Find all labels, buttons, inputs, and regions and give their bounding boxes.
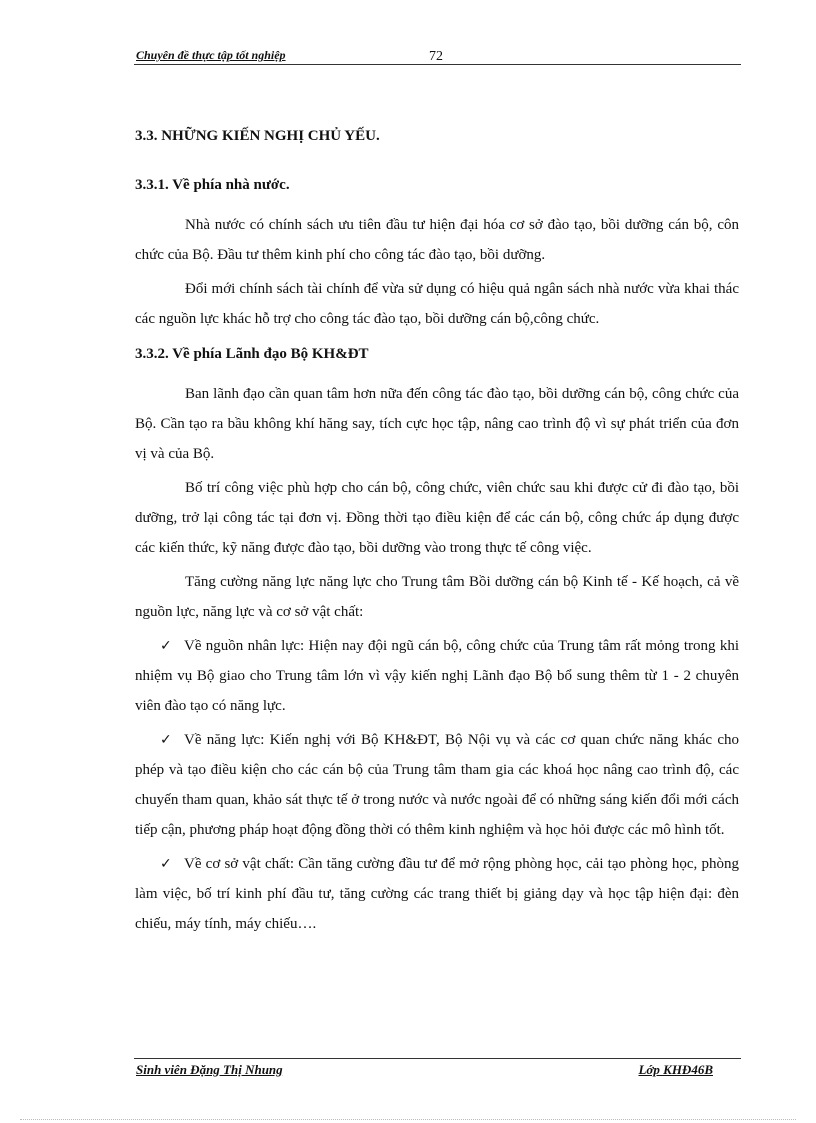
checklist-text: Về nguồn nhân lực: Hiện nay đội ngũ cán bộ, công chức của Trung tâm rất mỏng trong khi nhiệm vụ Bộ giao cho Trung tâm lớn vì vậy kiến nghị Lãnh đạo Bộ bổ sung thêm từ 1 - 2 chuyên viên đào tạo có năng lực. bbox=[135, 638, 739, 714]
footer-class: Lớp KHĐ46B bbox=[638, 1062, 713, 1077]
page-content bbox=[135, 128, 739, 943]
subsection-heading-2: 3.3.2. Về phía Lãnh đạo Bộ KH&ĐT bbox=[135, 346, 369, 362]
checkmark-icon: ✓ bbox=[160, 732, 172, 748]
paragraph: Bố trí công việc phù hợp cho cán bộ, công chức, viên chức sau khi được cử đi đào tạo, bồi dưỡng, trở lại công tác tại đơn vị. Đồng thời tạo điều kiện để các cán bộ, công chức áp dụng được các kiến thức, kỹ năng được đào tạo, bồi dưỡng vào trong thực tế công việc. bbox=[135, 480, 739, 556]
paragraph: Nhà nước có chính sách ưu tiên đầu tư hiện đại hóa cơ sở đào tạo, bồi dưỡng cán bộ, côn chức của Bộ. Đầu tư thêm kinh phí cho công tác đào tạo, bồi dưỡng. bbox=[135, 217, 739, 263]
header-title: Chuyên đề thực tập tốt nghiệp bbox=[136, 48, 286, 62]
section-heading: 3.3. NHỮNG KIẾN NGHỊ CHỦ YẾU. bbox=[135, 128, 380, 144]
checklist-item bbox=[135, 725, 739, 845]
checklist-text: Về năng lực: Kiến nghị với Bộ KH&ĐT, Bộ Nội vụ và các cơ quan chức năng khác cho phép và tạo điều kiện cho các cán bộ của Trung tâm tham gia các khoá học nâng cao trình độ, các chuyến tham quan, khảo sát thực tế ở trong nước và nước ngoài để có những sáng kiến đổi mới cách tiếp cận, phương pháp hoạt động đồng thời có thêm kinh nghiệm và học hỏi được các mô hình tốt. bbox=[135, 732, 739, 838]
page-footer bbox=[134, 1058, 741, 1079]
paragraph: Ban lãnh đạo cần quan tâm hơn nữa đến công tác đào tạo, bồi dưỡng cán bộ, công chức của Bộ. Cần tạo ra bầu không khí hăng say, tích cực học tập, nâng cao trình độ vì sự phát triển của đơn vị và của Bộ. bbox=[135, 386, 739, 462]
footer-student: Sinh viên Đặng Thị Nhung bbox=[136, 1062, 283, 1077]
checkmark-icon: ✓ bbox=[160, 638, 172, 654]
paragraph: Đổi mới chính sách tài chính để vừa sử dụng có hiệu quả ngân sách nhà nước vừa khai thác các nguồn lực khác hỗ trợ cho công tác đào tạo, bồi dưỡng cán bộ,công chức. bbox=[135, 281, 739, 327]
subsection-heading-1: 3.3.1. Về phía nhà nước. bbox=[135, 177, 290, 193]
checklist-item bbox=[135, 631, 739, 721]
page-number: 72 bbox=[429, 49, 443, 64]
checklist-item bbox=[135, 849, 739, 939]
page-header bbox=[134, 46, 741, 65]
paragraph: Tăng cường năng lực năng lực cho Trung tâm Bồi dưỡng cán bộ Kinh tế - Kế hoạch, cả về nguồn lực, năng lực và cơ sở vật chất: bbox=[135, 574, 739, 620]
checkmark-icon: ✓ bbox=[160, 856, 172, 872]
page-bottom-divider bbox=[20, 1119, 796, 1120]
checklist-text: Về cơ sở vật chất: Cần tăng cường đầu tư để mở rộng phòng học, cải tạo phòng học, phòng làm việc, bố trí kinh phí đầu tư, tăng cường các trang thiết bị giảng dạy và học tập hiện đại: đèn chiếu, máy tính, máy chiếu…. bbox=[135, 856, 739, 932]
